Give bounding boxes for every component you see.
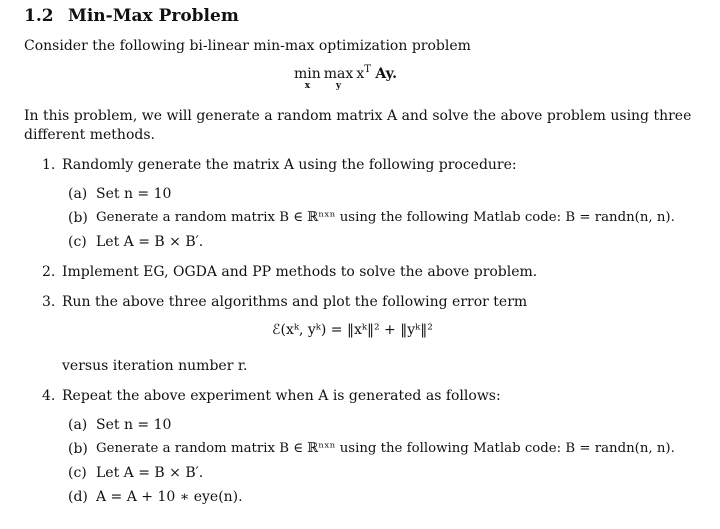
list-item-3-after: versus iteration number r. [62,358,248,374]
max-operator: max y [323,66,354,91]
list-item-3-text: Run the above three algorithms and plot the following error term [62,294,528,310]
list-item-3-marker: 3. [42,294,56,310]
paragraph-line-2: different methods. [24,127,155,143]
subitem-4c-text: Let A = B × B′. [96,465,204,481]
list-item-4-marker: 4. [42,388,56,404]
paragraph-line-1: In this problem, we will generate a random matrix A and solve the above problem using three [24,108,692,124]
list-item-2-text: Implement EG, OGDA and PP methods to solve the above problem. [62,264,538,280]
list-item-1-marker: 1. [42,157,56,173]
subitem-1a-marker: (a) [68,186,88,202]
subitem-4a-text: Set n = 10 [96,417,172,433]
subitem-4c-marker: (c) [68,465,87,481]
subitem-4b-text: Generate a random matrix B ∈ ℝⁿˣⁿ using the following Matlab code: B = randn(n, n). [96,441,675,456]
list-item-1-text: Randomly generate the matrix A using the following procedure: [62,157,517,173]
min-operator: min x [294,66,321,91]
subitem-4d-text: A = A + 10 ∗ eye(n). [96,489,243,505]
objective-expression: $x^T$ Ay. [356,64,398,82]
subitem-1b-text: Generate a random matrix B ∈ ℝⁿˣⁿ using the following Matlab code: B = randn(n, n). [96,210,675,225]
intro-text: Consider the following bi-linear min-max optimization problem [24,38,471,54]
subitem-4a-marker: (a) [68,417,88,433]
subitem-1c-marker: (c) [68,234,87,250]
error-term-equation: ℰ(xᵏ, yᵏ) = ‖xᵏ‖² + ‖yᵏ‖² [272,322,433,338]
subitem-4d-marker: (d) [68,489,88,505]
subitem-4b-marker: (b) [68,441,88,457]
subitem-1c-text: Let A = B × B′. [96,234,204,250]
section-title: Min-Max Problem [68,6,239,26]
list-item-2-marker: 2. [42,264,56,280]
subitem-1a-text: Set n = 10 [96,186,172,202]
subitem-1b-marker: (b) [68,210,88,226]
section-heading [24,6,239,26]
problem-equation [294,66,397,91]
section-number: 1.2 [24,6,54,26]
list-item-4-text: Repeat the above experiment when A is generated as follows: [62,388,501,404]
